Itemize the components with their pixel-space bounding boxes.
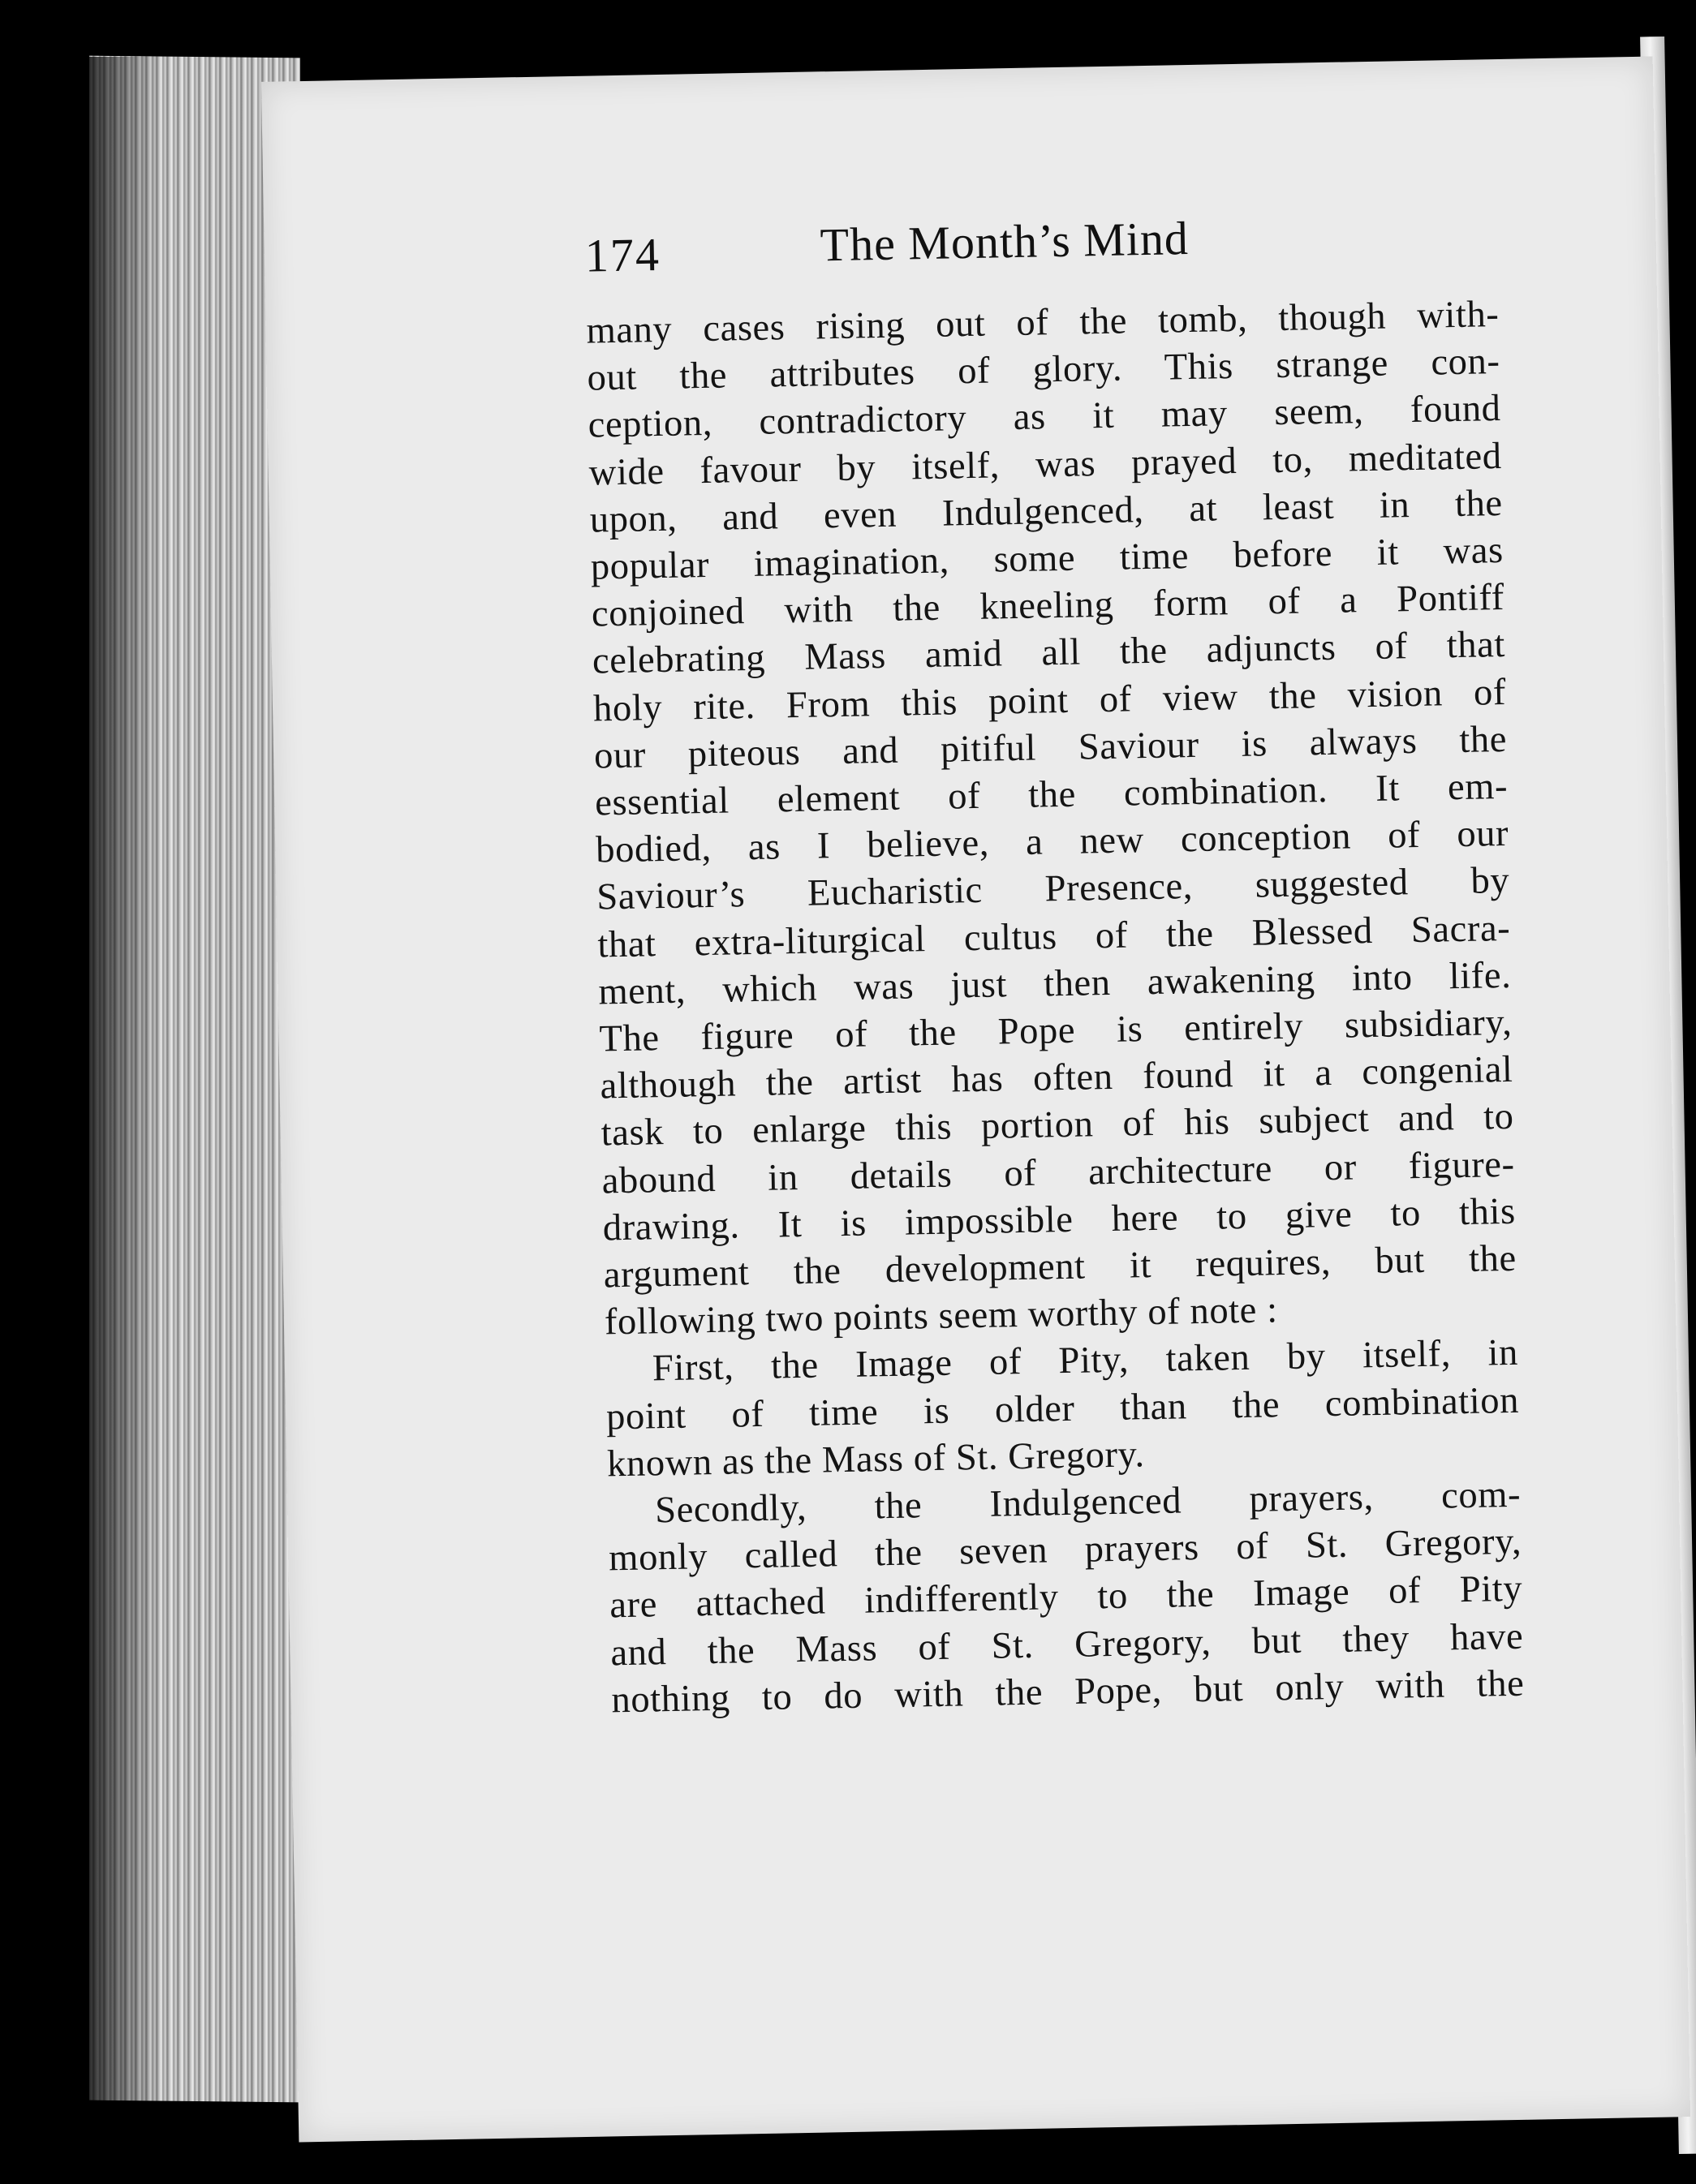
text-line: our piteous and pitiful Saviour is always the (593, 718, 1508, 777)
text-line: out the attributes of glory. This strange con- (587, 341, 1500, 399)
text-line: bodied, as I believe, a new conception of our (595, 813, 1509, 871)
text-line: known as the Mass of St. Gregory. (606, 1434, 1146, 1485)
text-line: that extra-liturgical cultus of the Blessed Sacra- (596, 907, 1511, 966)
page-number: 174 (584, 227, 661, 282)
paragraph (608, 1472, 1525, 1725)
text-line: First, the Image of Pity, taken by itself, in (652, 1332, 1519, 1390)
text-line: wide favour by itself, was prayed to, meditated (588, 435, 1503, 494)
text-line: task to enlarge this portion of his subject and to (600, 1096, 1514, 1154)
text-line: upon, and even Indulgenced, at least in the (589, 482, 1504, 541)
text-line: celebrating Mass amid all the adjuncts of that (592, 624, 1506, 682)
text-line: although the artist has often found it a congenial (600, 1049, 1513, 1107)
text-line: conjoined with the kneeling form of a Pontiff (591, 577, 1505, 635)
text-line: essential element of the combination. It em- (594, 765, 1509, 824)
text-line: monly called the seven prayers of St. Gregory, (608, 1521, 1522, 1580)
text-line: argument the development it requires, but the (603, 1237, 1517, 1296)
running-title: The Month’s Mind (820, 212, 1190, 272)
text-line: drawing. It is impossible here to give to this (602, 1190, 1517, 1249)
paragraph (586, 291, 1517, 1347)
book-page (261, 56, 1690, 2142)
text-line: following two points seem worthy of note : (604, 1289, 1279, 1344)
body-text (586, 291, 1525, 1724)
text-line: point of time is older than the combination (605, 1379, 1520, 1438)
fore-edge-shadow (89, 57, 162, 2101)
text-line: ception, contradictory as it may seem, found (588, 388, 1501, 447)
text-line: Saviour’s Eucharistic Presence, suggested by (596, 860, 1510, 918)
text-line: and the Mass of St. Gregory, but they have (609, 1615, 1524, 1675)
text-line: abound in details of architecture or figure- (601, 1143, 1516, 1202)
text-line: Secondly, the Indulgenced prayers, com- (654, 1473, 1522, 1532)
text-line: popular imagination, some time before it was (590, 529, 1504, 588)
text-line: The figure of the Pope is entirely subsidiary, (599, 1001, 1513, 1060)
text-line: many cases rising out of the tomb, though with- (586, 294, 1500, 352)
text-line: holy rite. From this point of view the vision of (592, 671, 1507, 730)
text-line: ment, which was just then awakening into life. (598, 954, 1512, 1013)
text-line: are attached indifferently to the Image of Pity (609, 1568, 1523, 1627)
paragraph (605, 1330, 1521, 1488)
text-line: nothing to do with the Pope, but only with the (611, 1662, 1525, 1722)
